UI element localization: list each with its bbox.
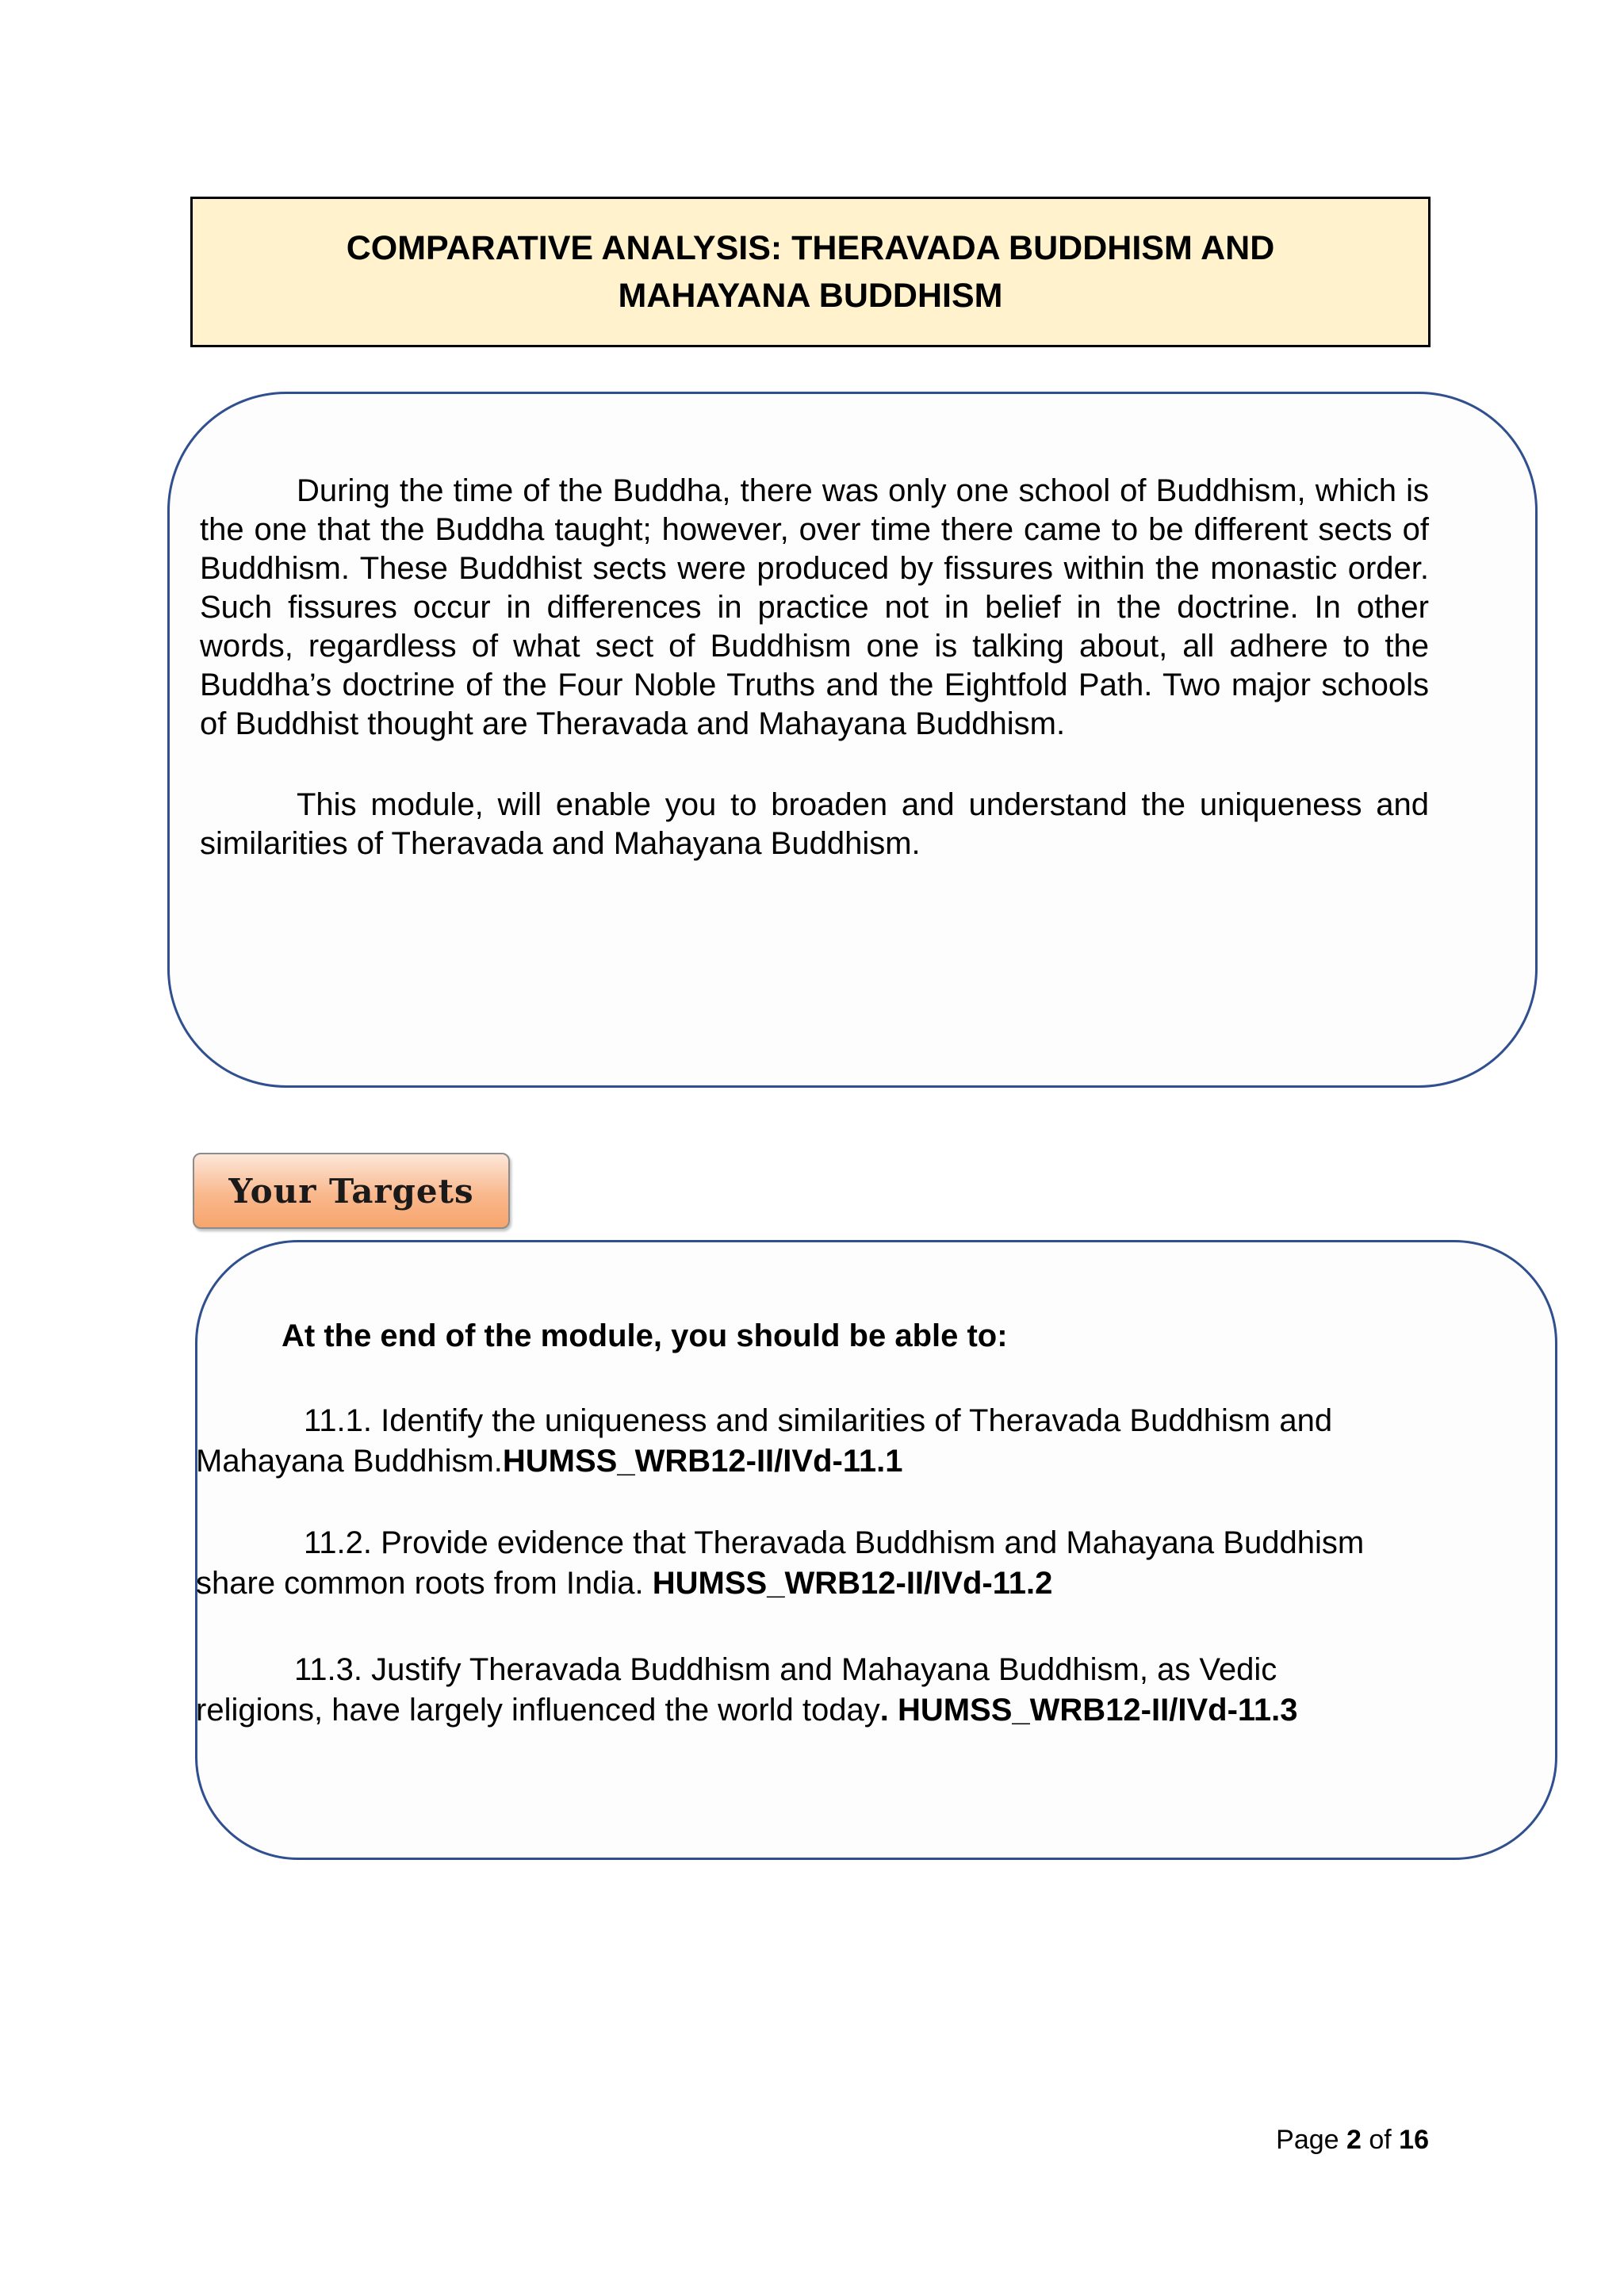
page-of: of <box>1361 2125 1400 2155</box>
competency-code: HUMSS_WRB12-II/IVd-11.2 <box>652 1566 1053 1601</box>
target-text-line2: share common roots from India. <box>196 1566 653 1601</box>
target-item-11-1 <box>196 1401 1496 1482</box>
target-text-line1: Provide evidence that Theravada Buddhism and Mahayana Buddhism <box>381 1525 1365 1560</box>
target-text-line2: religions, have largely influenced the world today <box>196 1693 880 1728</box>
page-title-line2: MAHAYANA BUDDHISM <box>618 277 1003 315</box>
target-text-line1: Justify Theravada Buddhism and Mahayana Buddhism, as Vedic <box>371 1652 1277 1687</box>
competency-code: HUMSS_WRB12-II/IVd-11.1 <box>502 1444 903 1479</box>
target-number: 11.2. <box>304 1525 372 1560</box>
page-current: 2 <box>1346 2125 1362 2155</box>
page-prefix: Page <box>1276 2125 1346 2155</box>
target-item-11-3 <box>196 1650 1496 1731</box>
targets-panel <box>195 1240 1557 1860</box>
page-title <box>295 224 1326 320</box>
target-number: 11.3. <box>294 1652 362 1687</box>
target-text-line2: Mahayana Buddhism. <box>196 1444 503 1479</box>
target-number: 11.1. <box>304 1403 372 1438</box>
page-title-line1: COMPARATIVE ANALYSIS: THERAVADA BUDDHISM AND <box>346 229 1275 267</box>
introduction-text <box>200 472 1429 905</box>
page-total: 16 <box>1399 2125 1429 2155</box>
target-text-line1: Identify the uniqueness and similarities of Theravada Buddhism and <box>381 1403 1333 1438</box>
targets-heading: At the end of the module, you should be able to: <box>282 1318 1008 1353</box>
intro-paragraph-2: This module, will enable you to broaden and understand the uniqueness and similarities of Theravada and Mahayana Buddhism. <box>200 787 1429 861</box>
intro-paragraph-1: During the time of the Buddha, there was only one school of Buddhism, which is the one that the Buddha taught; however, over time there came to be different sects of Buddhism. These Buddhist sects were produced by fissures within the monastic order. Such fissures occur in differences in practice not in belief in the doctrine. In other words, regardless of what sect of Buddhism one is talking about, all adhere to the Buddha’s doctrine of the Four Noble Truths and the Eightfold Path. Two major schools of Buddhist thought are Theravada and Mahayana Buddhism. <box>200 473 1429 741</box>
title-box <box>190 197 1431 347</box>
introduction-panel <box>167 392 1538 1088</box>
target-item-11-2 <box>196 1523 1496 1604</box>
page-number <box>1276 2125 1429 2156</box>
your-targets-badge <box>193 1153 510 1229</box>
your-targets-label: Your Targets <box>228 1171 474 1211</box>
competency-code: . HUMSS_WRB12-II/IVd-11.3 <box>879 1693 1298 1728</box>
